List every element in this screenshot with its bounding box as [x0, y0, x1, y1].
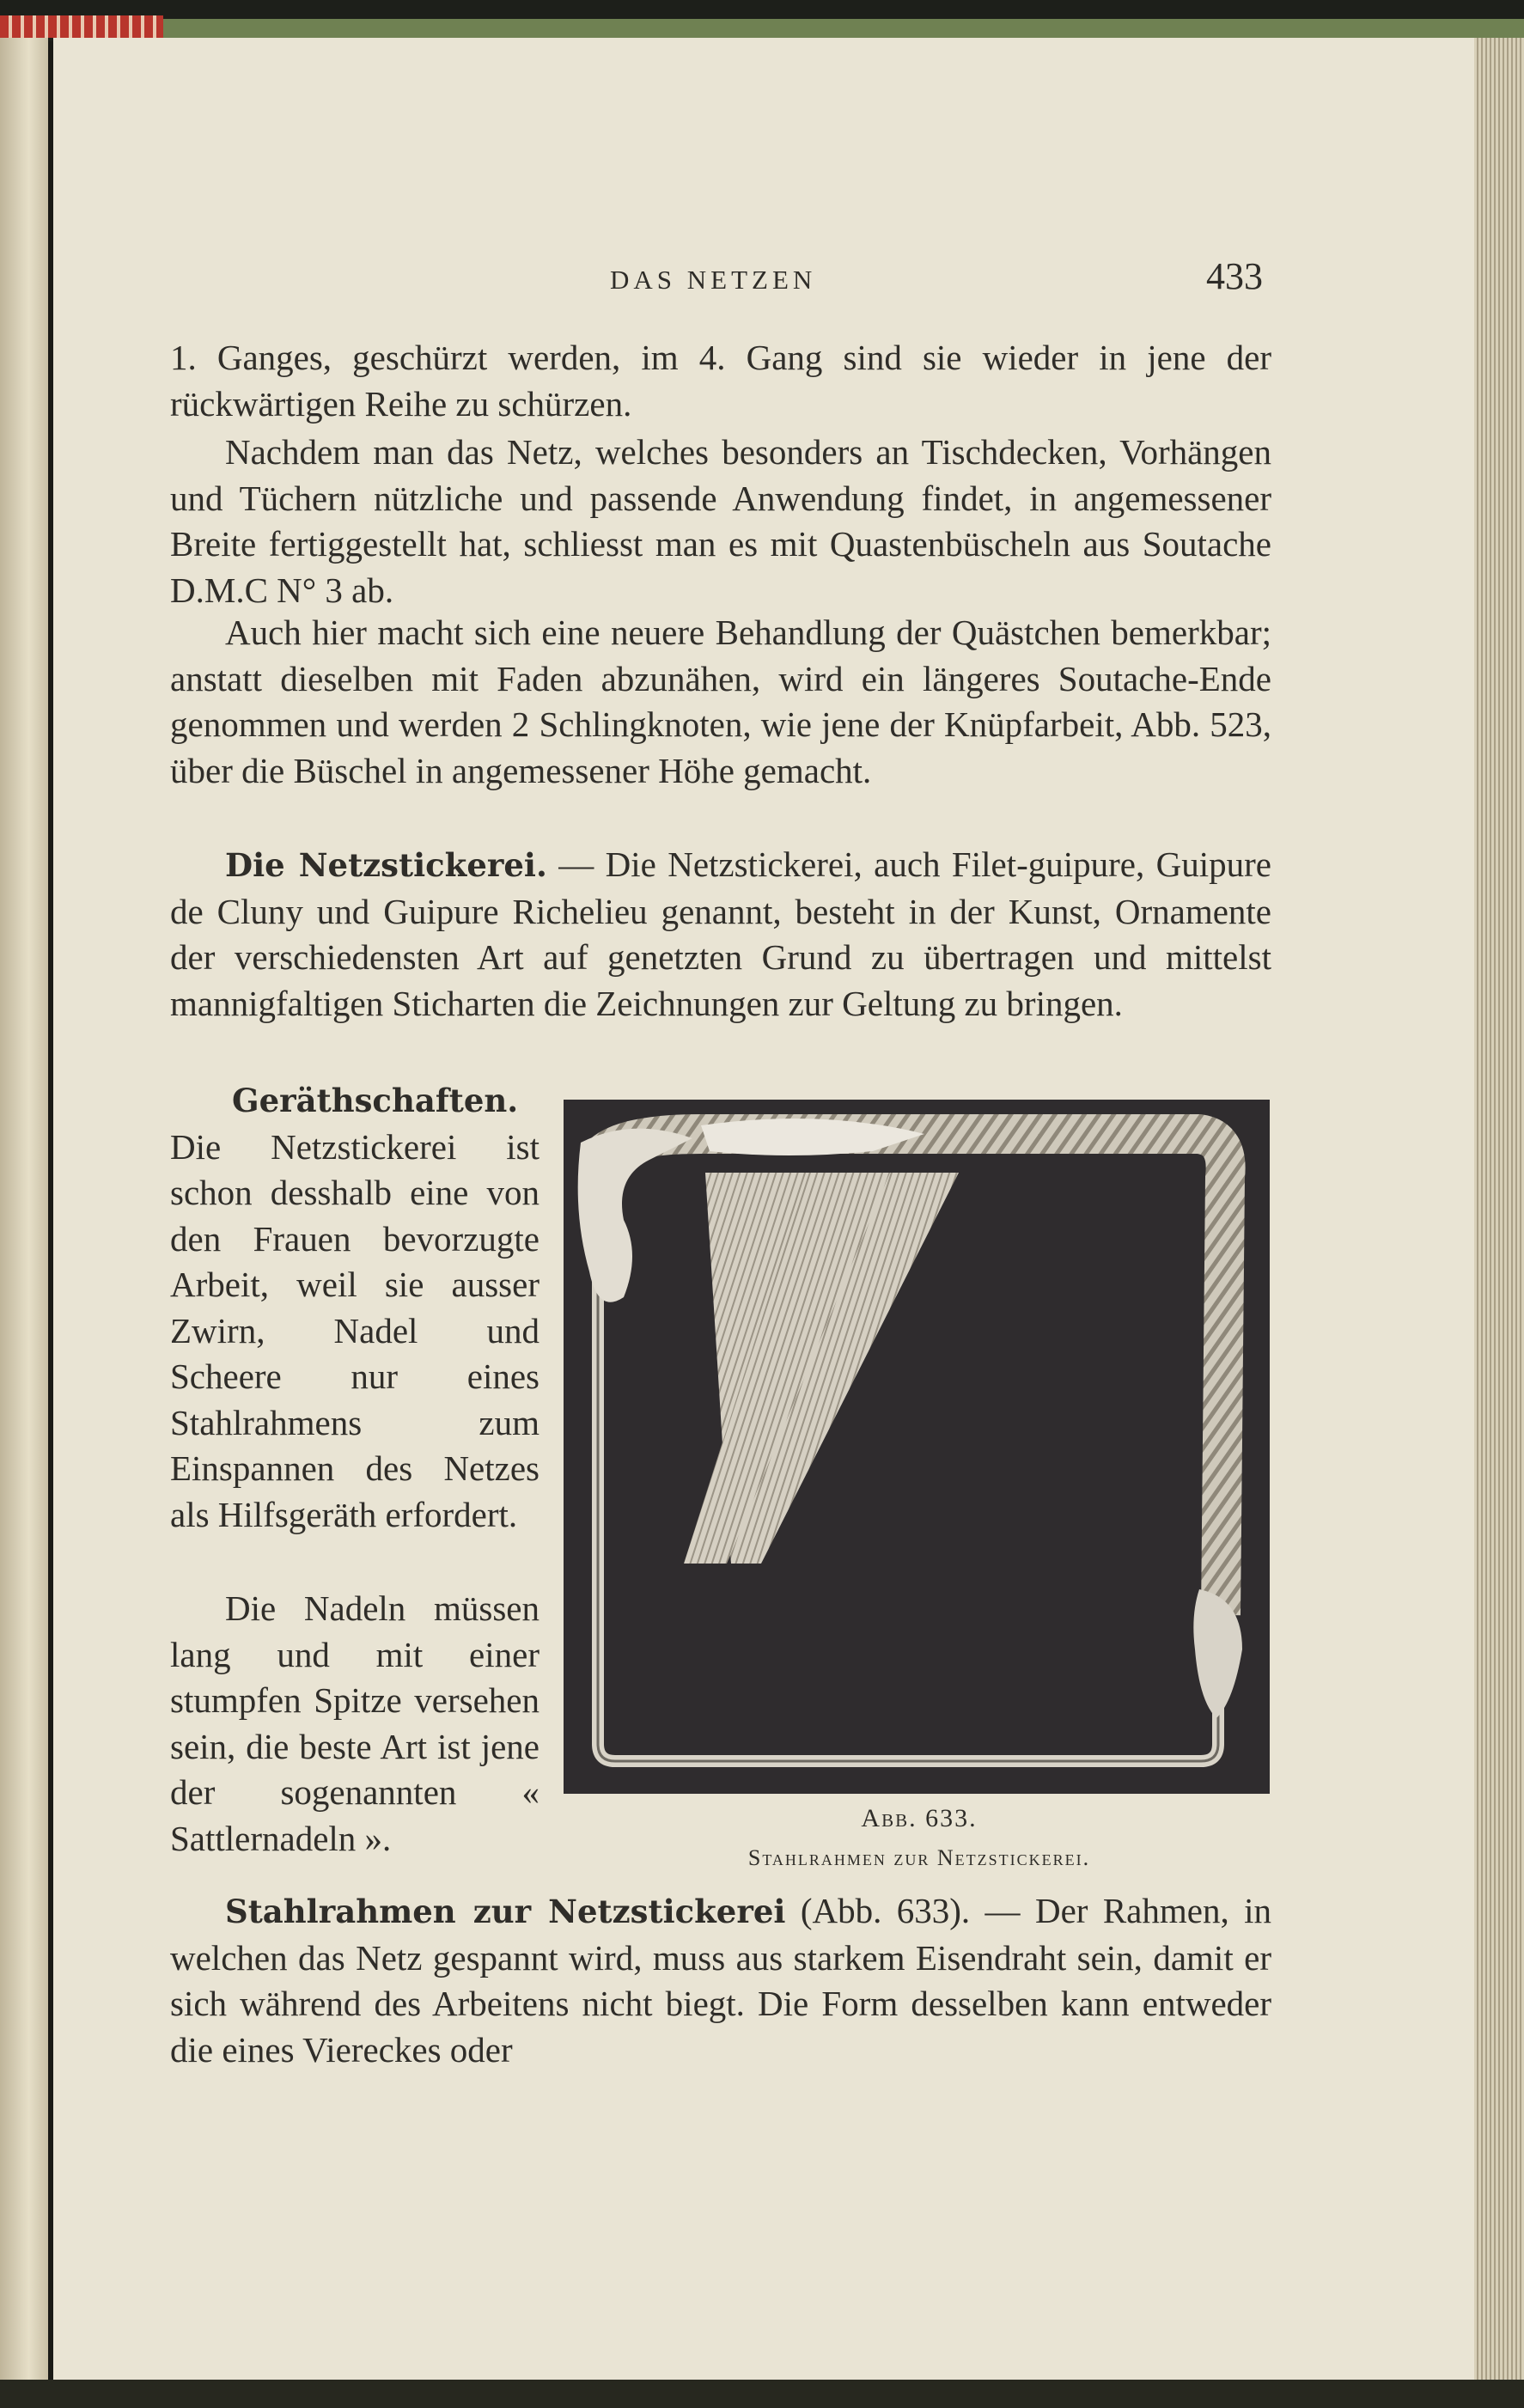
paragraph-1: 1. Ganges, geschürzt werden, im 4. Gang sind sie wieder in jene der rückwärtigen Reihe zu schürzen. [170, 338, 1271, 424]
figure-steel-frame-photo [564, 1100, 1270, 1794]
paragraph-7 [170, 1888, 1271, 2073]
paragraph-7-body: (Abb. 633). — Der Rahmen, in welchen das Netz gespannt wird, muss aus starkem Eisendraht sein, damit er sich während des Arbeitens nicht biegt. Die Form desselben kann entweder die eines Viereckes oder [170, 1891, 1271, 2070]
figure-number: Abb. 633. [861, 1804, 978, 1832]
running-head: DAS NETZEN [610, 265, 817, 295]
paragraph-4-body: — Die Netzstickerei, auch Filet-guipure, Guipure de Cluny und Guipure Richelieu genannt, besteht in der Kunst, Ornamente der verschiedensten Art auf genetzten Grund zu übertragen und mittelst mannigfaltigen Sticharten die Zeichnungen zur Geltung zu bringen. [170, 844, 1271, 1023]
paragraph-5-body: Die Netzstickerei ist schon desshalb eine von den Frauen bevorzugte Arbeit, weil sie ausser Zwirn, Nadel und Scheere nur eines Stahlrahmens zum Einspannen des Netzes als Hilfsgeräth erfordert. [170, 1126, 539, 1534]
steel-frame-illustration [564, 1100, 1270, 1794]
right-page-edges [1474, 38, 1524, 2408]
section-heading-geraethschaften: Geräthschaften. [232, 1082, 519, 1119]
paragraph-5 [170, 1077, 539, 1538]
paragraph-6: Die Nadeln müssen lang und mit einer stumpfen Spitze versehen sein, die beste Art ist jene der sogenannten « Sattlernadeln ». [170, 1588, 539, 1858]
paragraph-3: Auch hier macht sich eine neuere Behandlung der Quästchen bemerkbar; anstatt dieselben mit Faden abzunähen, wird ein längeres Soutache-Ende genommen und werden 2 Schlingknoten, wie jene der Knüpfarbeit, Abb. 523, über die Büschel in angemessener Höhe gemacht. [170, 613, 1271, 790]
cover-binding [0, 19, 1524, 38]
section-heading-netzstickerei: Die Netzstickerei. [225, 846, 547, 884]
figure-caption: Stahlrahmen zur Netzstickerei. [747, 1845, 1091, 1870]
paragraph-2: Nachdem man das Netz, welches besonders an Tischdecken, Vorhängen und Tüchern nützliche und passende Anwendung findet, in angemessener Breite fertiggestellt hat, schliesst man es mit Quastenbüscheln aus Soutache D.M.C N° 3 ab. [170, 432, 1271, 610]
ribbon-edge [0, 15, 163, 38]
page-number: 433 [1206, 255, 1263, 297]
section-heading-stahlrahmen: Stahlrahmen zur Netzstickerei [225, 1893, 786, 1930]
paragraph-4 [170, 842, 1271, 1027]
left-page-edge [0, 38, 48, 2408]
top-book-edge [0, 0, 1524, 41]
bottom-edge [0, 2380, 1524, 2408]
